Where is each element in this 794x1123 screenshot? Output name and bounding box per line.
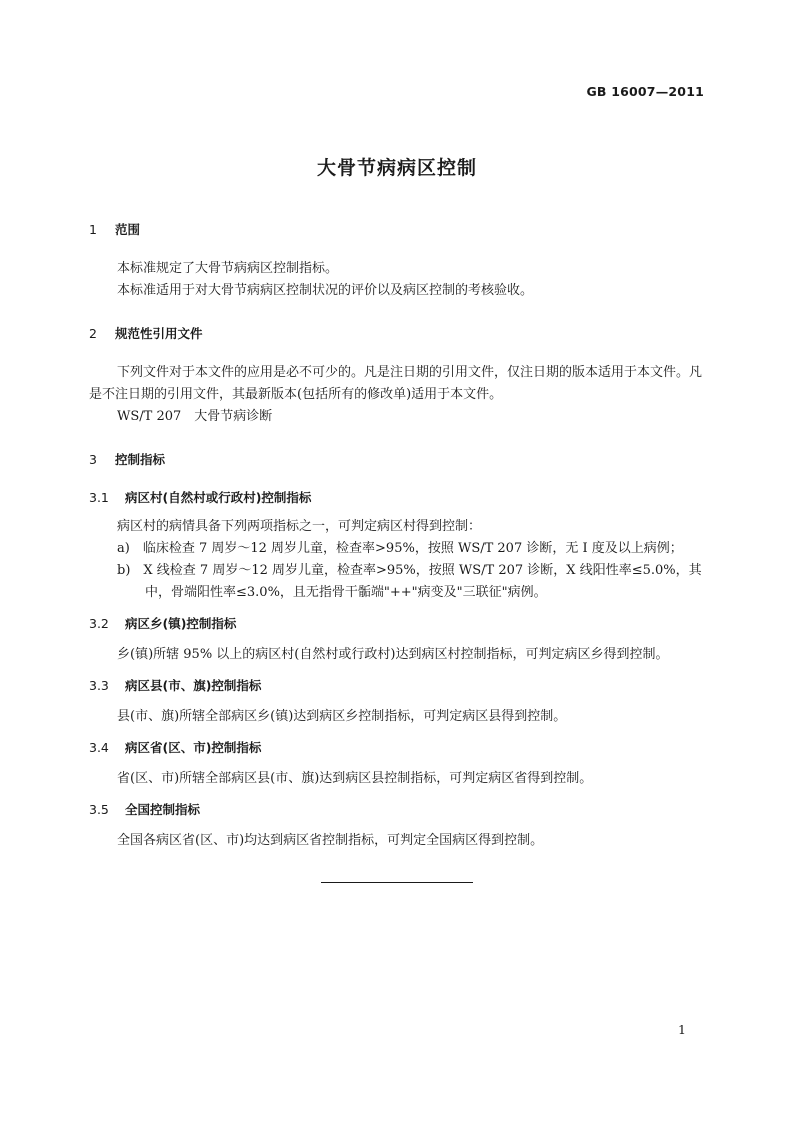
township-criteria-text: 乡(镇)所辖 95% 以上的病区村(自然村或行政村)达到病区村控制指标，可判定病区乡得到控制。 [117, 647, 669, 662]
list-item-a: a) 临床检查 7 周岁～12 周岁儿童，检查率>95%，按照 WS/T 207 诊断，无 I 度及以上病例； [117, 541, 683, 556]
end-of-document-rule [321, 882, 473, 883]
section-number: 1 [89, 222, 97, 237]
section-number: 3.5 [89, 802, 109, 817]
section-title: 控制指标 [115, 452, 166, 467]
section-number: 3.2 [89, 616, 109, 631]
section-2-heading [89, 324, 203, 342]
standard-code: GB 16007—2011 [586, 84, 704, 99]
scope-paragraph-2: 本标准适用于对大骨节病病区控制状况的评价以及病区控制的考核验收。 [117, 283, 534, 298]
document-title: 大骨节病病区控制 [316, 157, 477, 179]
list-item-b: b) X 线检查 7 周岁～12 周岁儿童，检查率>95%，按照 WS/T 207 诊断，X 线阳性率≤5.0%，其 [117, 563, 702, 578]
section-title: 全国控制指标 [125, 802, 201, 817]
section-3-2-heading [89, 614, 236, 632]
national-criteria-text: 全国各病区省(区、市)均达到病区省控制指标，可判定全国病区得到控制。 [117, 833, 544, 848]
section-number: 3.3 [89, 678, 109, 693]
section-number: 2 [89, 326, 97, 341]
section-title: 范围 [115, 222, 141, 237]
section-number: 3.1 [89, 490, 109, 505]
page-number: 1 [678, 1022, 686, 1037]
section-3-1-heading [89, 488, 311, 506]
section-number: 3 [89, 452, 97, 467]
section-3-4-heading [89, 738, 261, 756]
scope-paragraph-1: 本标准规定了大骨节病病区控制指标。 [117, 261, 339, 276]
section-title: 病区县(市、旗)控制指标 [125, 678, 262, 693]
section-title: 病区村(自然村或行政村)控制指标 [125, 490, 312, 505]
section-title: 病区乡(镇)控制指标 [125, 616, 237, 631]
reference-item: WS/T 207 大骨节病诊断 [117, 409, 273, 424]
section-3-3-heading [89, 676, 261, 694]
section-3-heading [89, 450, 165, 468]
section-title: 规范性引用文件 [115, 326, 203, 341]
section-title: 病区省(区、市)控制指标 [125, 740, 262, 755]
section-number: 3.4 [89, 740, 109, 755]
section-3-5-heading [89, 800, 200, 818]
normative-references-paragraph: 下列文件对于本文件的应用是必不可少的。凡是注日期的引用文件，仅注日期的版本适用于本文件。凡是不注日期的引用文件，其最新版本(包括所有的修改单)适用于本文件。 [89, 365, 703, 402]
county-criteria-text: 县(市、旗)所辖全部病区乡(镇)达到病区乡控制指标，可判定病区县得到控制。 [117, 709, 567, 724]
province-criteria-text: 省(区、市)所辖全部病区县(市、旗)达到病区县控制指标，可判定病区省得到控制。 [117, 771, 593, 786]
village-criteria-intro: 病区村的病情具备下列两项指标之一，可判定病区村得到控制： [117, 519, 482, 534]
section-1-heading [89, 220, 140, 238]
list-item-b-continuation: 中，骨端阳性率≤3.0%，且无指骨干骺端"++"病变及"三联征"病例。 [145, 585, 547, 600]
